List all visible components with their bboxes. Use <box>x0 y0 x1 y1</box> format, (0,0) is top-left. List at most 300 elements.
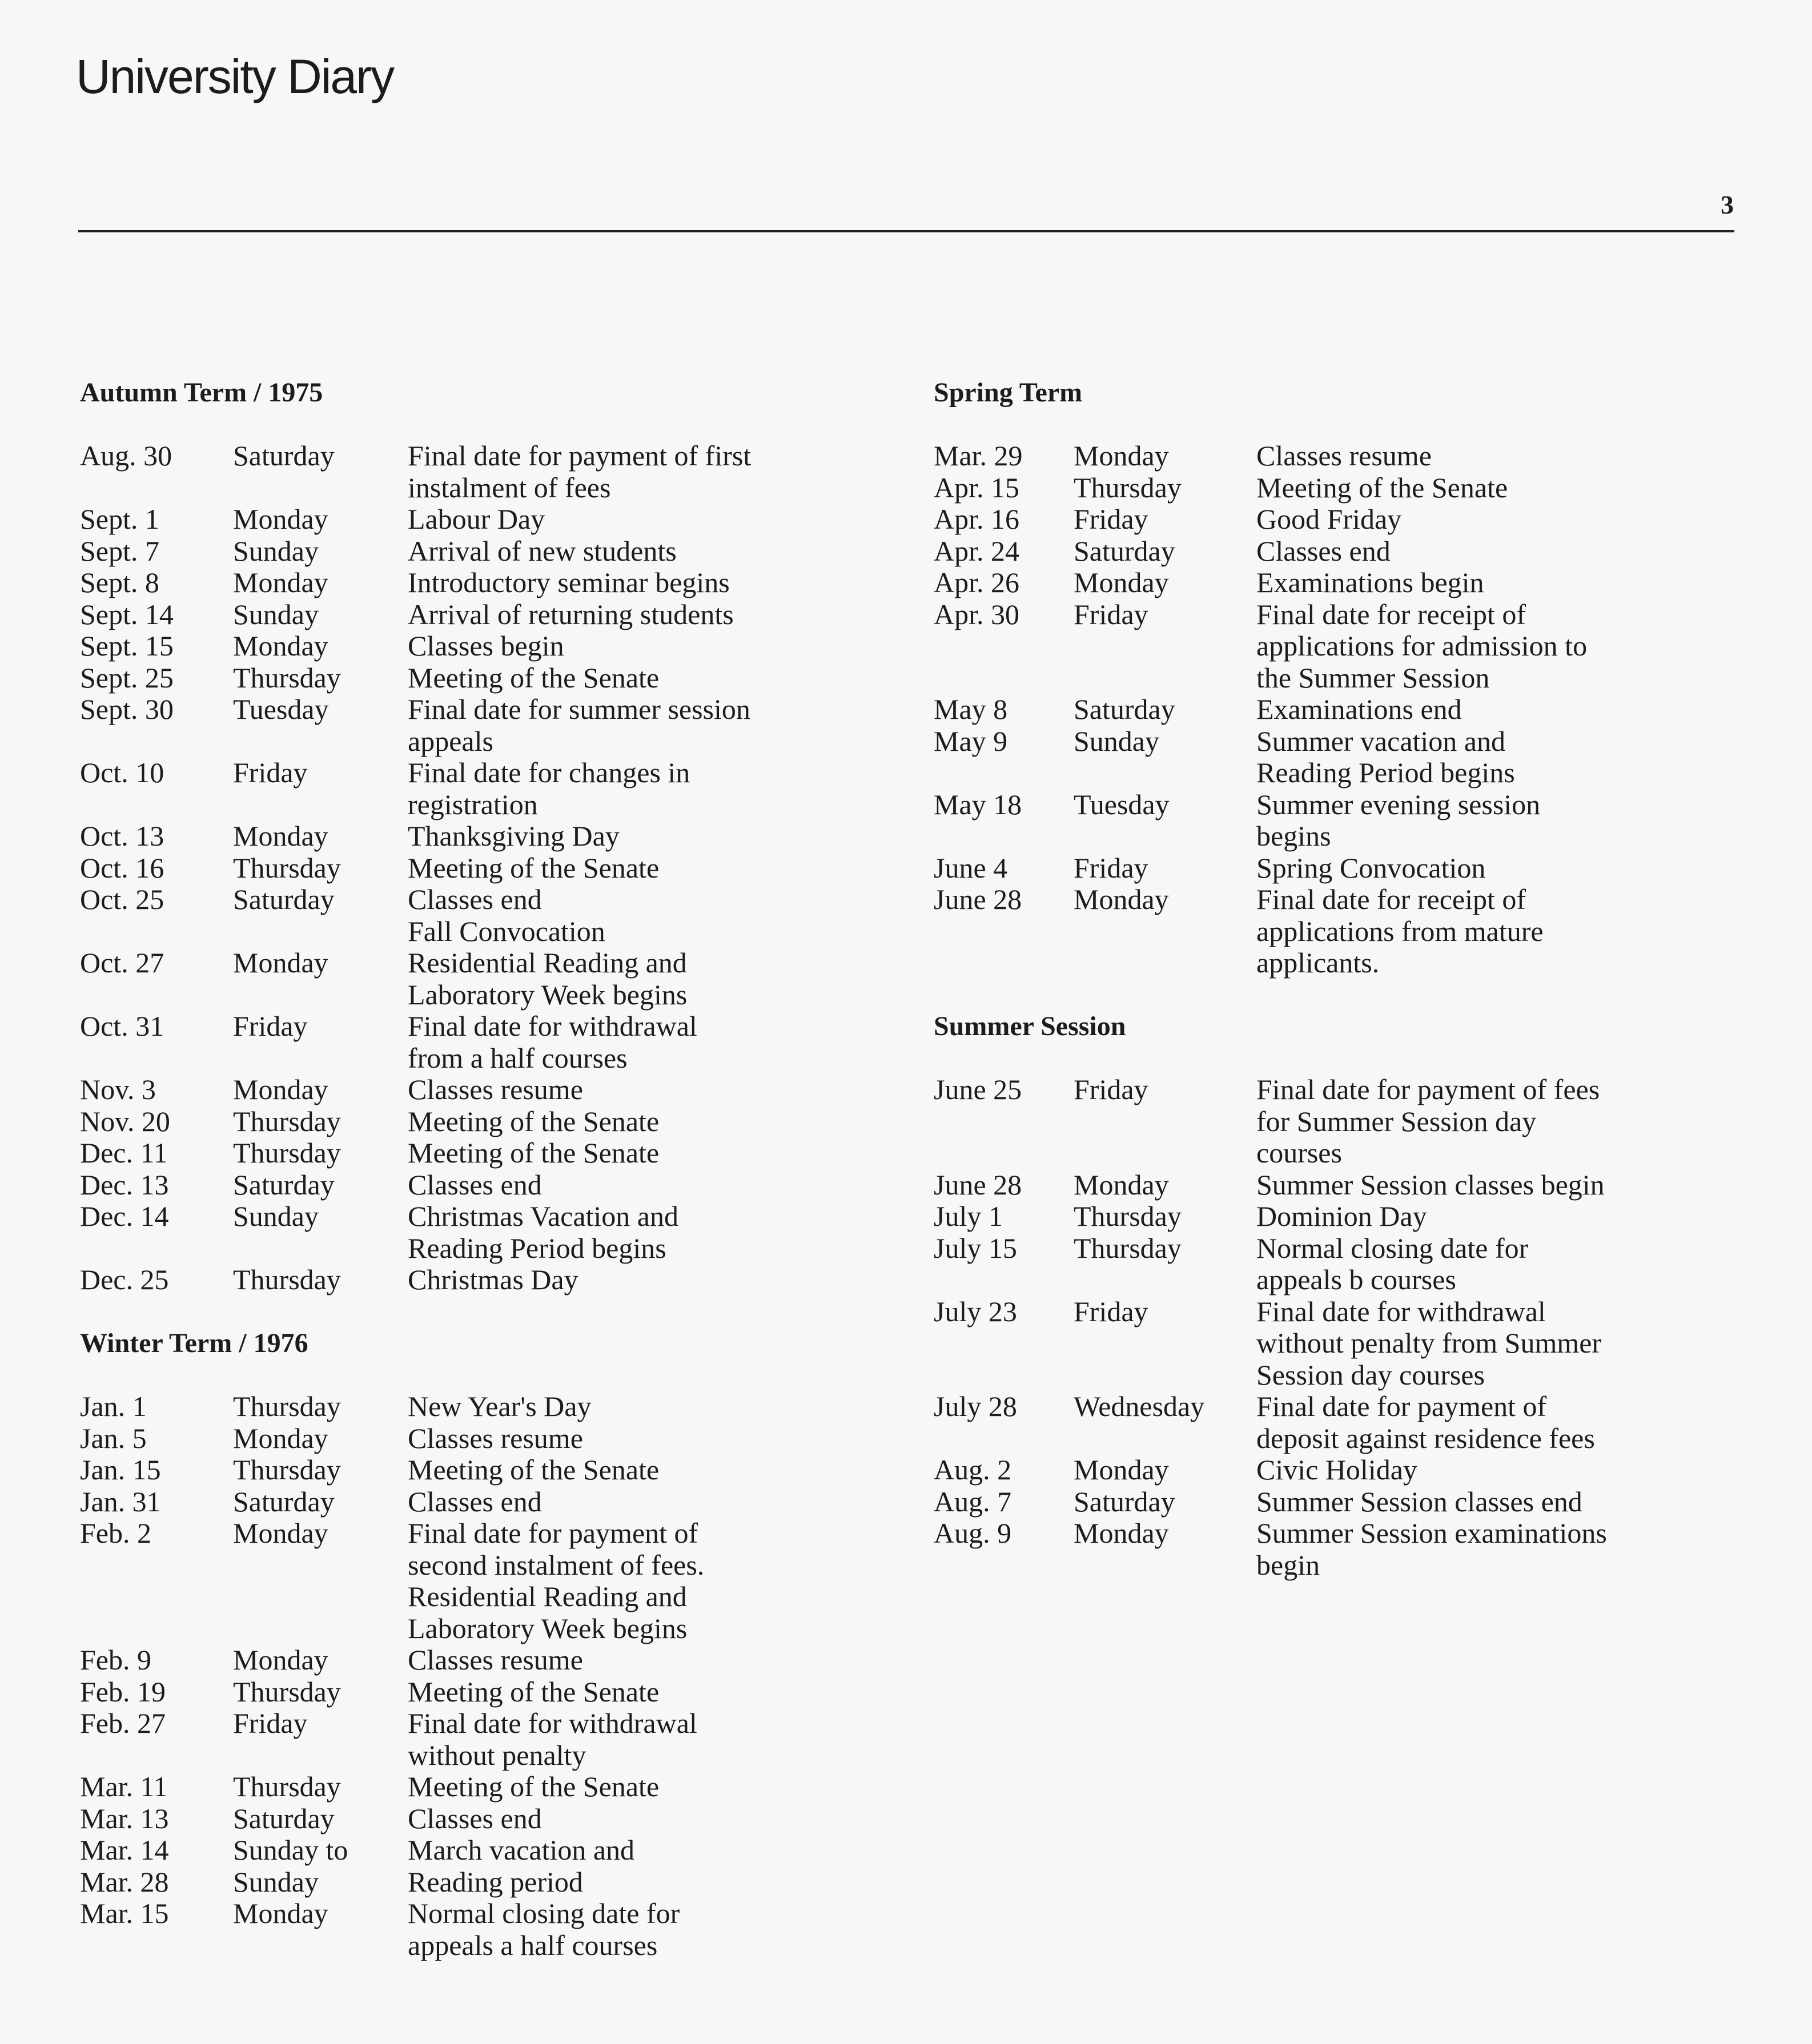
section-title-spacer <box>934 409 1733 441</box>
entry-description-line: Final date for withdrawal <box>408 1707 697 1739</box>
entry-day: Monday <box>233 820 328 852</box>
entry-description-line: Final date for withdrawal <box>408 1010 697 1042</box>
entry-description-line: Labour Day <box>408 503 545 535</box>
entry-date: July 1 <box>934 1200 1003 1232</box>
entry-day: Saturday <box>233 1168 335 1201</box>
entry-description-line: Classes resume <box>408 1422 583 1454</box>
entry-description-line: without penalty <box>408 1739 586 1771</box>
entry-description-line: Classes resume <box>408 1644 583 1676</box>
entry-description-line: Meeting of the Senate <box>1256 471 1508 504</box>
entry-description-line: applicants. <box>1256 947 1380 979</box>
entry-day: Monday <box>1074 566 1169 598</box>
entry-day: Friday <box>233 1010 308 1042</box>
diary-entry <box>80 1803 851 1835</box>
entry-day: Monday <box>233 1422 328 1454</box>
entry-description-line: Arrival of returning students <box>408 598 734 630</box>
diary-entry <box>934 1169 1733 1201</box>
entry-date: Mar. 11 <box>80 1771 168 1802</box>
section-title-spacer <box>934 1043 1733 1075</box>
entry-description <box>1256 440 1733 472</box>
entry-day: Saturday <box>1074 1485 1175 1518</box>
entry-date: Apr. 16 <box>934 503 1019 535</box>
entry-date: Dec. 13 <box>80 1168 169 1201</box>
entry-description <box>1256 1486 1733 1518</box>
entry-description-line: New Year's Day <box>408 1390 592 1422</box>
entry-description <box>408 1423 851 1455</box>
entry-description-line: Arrival of new students <box>408 534 677 567</box>
diary-entry <box>80 884 851 947</box>
entry-date: Sept. 14 <box>80 598 174 630</box>
entry-description <box>408 1803 851 1835</box>
entry-date: Oct. 25 <box>80 883 164 915</box>
entry-description-line: Thanksgiving Day <box>408 820 620 852</box>
entry-description-line: Good Friday <box>1256 503 1402 535</box>
diary-entry <box>934 1296 1733 1391</box>
diary-entry <box>80 757 851 820</box>
entry-description-line: Introductory seminar begins <box>408 566 730 598</box>
diary-entry <box>80 599 851 631</box>
entry-description <box>408 1644 851 1676</box>
diary-entry <box>934 504 1733 536</box>
entry-date: Feb. 27 <box>80 1707 166 1739</box>
entry-description-line: Meeting of the Senate <box>408 1105 660 1137</box>
entry-description-line: Residential Reading and <box>408 947 687 979</box>
entry-date: Jan. 15 <box>80 1454 161 1486</box>
diary-entry <box>934 884 1733 979</box>
diary-entry <box>934 440 1733 472</box>
header-rule <box>78 230 1734 232</box>
entry-date: Aug. 9 <box>934 1517 1012 1549</box>
entry-date: Oct. 27 <box>80 947 164 979</box>
diary-entry <box>934 1391 1733 1454</box>
entry-description-line: appeals <box>408 725 493 757</box>
entry-description-line: Summer vacation and <box>1256 725 1505 757</box>
entry-day: Thursday <box>1074 471 1182 504</box>
entry-description <box>1256 789 1733 852</box>
entry-description-line: instalment of fees <box>408 471 611 504</box>
entry-description <box>408 1106 851 1138</box>
entry-description <box>1256 1074 1733 1169</box>
entry-description <box>1256 1233 1733 1296</box>
entry-description-line: Laboratory Week begins <box>408 1612 688 1644</box>
diary-entry <box>934 599 1733 694</box>
entry-day: Saturday <box>233 440 335 472</box>
entry-description <box>408 1264 851 1296</box>
entry-description-line: Summer Session examinations <box>1256 1517 1607 1549</box>
entry-description-line: Spring Convocation <box>1256 851 1486 884</box>
diary-entry <box>934 536 1733 568</box>
entry-description-line: Classes end <box>1256 534 1391 567</box>
entry-day: Sunday <box>233 1200 319 1232</box>
entry-description <box>408 947 851 1011</box>
diary-entry <box>80 662 851 694</box>
entry-date: May 8 <box>934 693 1008 725</box>
entry-description-line: Final date for summer session <box>408 693 750 725</box>
entry-description <box>1256 1454 1733 1486</box>
entry-description <box>408 694 851 757</box>
entry-description-line: Classes end <box>408 1485 542 1518</box>
entry-date: Mar. 15 <box>80 1897 169 1929</box>
entry-description-line: Examinations begin <box>1256 566 1484 598</box>
entry-date: Sept. 25 <box>80 661 174 694</box>
entry-description <box>408 1137 851 1169</box>
entry-date: July 28 <box>934 1390 1017 1422</box>
diary-entry <box>80 536 851 568</box>
entry-day: Thursday <box>233 1454 341 1486</box>
entry-description <box>1256 884 1733 979</box>
entry-day: Thursday <box>1074 1232 1182 1264</box>
entry-date: Aug. 30 <box>80 440 172 472</box>
diary-entry <box>80 440 851 504</box>
entry-description-line: Fall Convocation <box>408 915 605 947</box>
entry-date: June 25 <box>934 1073 1022 1105</box>
entry-description-line: Meeting of the Senate <box>408 1771 660 1802</box>
entry-description <box>1256 694 1733 726</box>
entry-day: Sunday <box>1074 725 1159 757</box>
left-column <box>80 377 851 1961</box>
entry-date: Oct. 31 <box>80 1010 164 1042</box>
entry-day: Friday <box>233 1707 308 1739</box>
entry-day: Thursday <box>233 1264 341 1295</box>
entry-description <box>408 1011 851 1074</box>
entry-description-line: begins <box>1256 820 1331 852</box>
section-spacer <box>80 1296 851 1328</box>
entry-description <box>1256 1296 1733 1391</box>
entry-date: Dec. 14 <box>80 1200 169 1232</box>
diary-entry <box>80 1771 851 1803</box>
entry-day: Monday <box>1074 440 1169 472</box>
entry-description-line: Final date for payment of fees <box>1256 1073 1600 1105</box>
entry-description <box>1256 504 1733 536</box>
entry-date: Jan. 5 <box>80 1422 147 1454</box>
entry-description-line: second instalment of fees. <box>408 1548 705 1581</box>
entry-description <box>408 567 851 599</box>
entry-description-line: Classes resume <box>1256 440 1432 472</box>
entry-description <box>1256 1201 1733 1233</box>
entry-description <box>408 440 851 504</box>
entry-description-line: Final date for payment of first <box>408 440 752 472</box>
diary-entry <box>80 1676 851 1708</box>
entry-description-line: applications for admission to <box>1256 630 1588 662</box>
section-title-spacer <box>80 409 851 441</box>
diary-entry <box>80 1708 851 1771</box>
entry-day: Thursday <box>233 1137 341 1169</box>
entry-day: Monday <box>233 947 328 979</box>
entry-description <box>408 1201 851 1264</box>
entry-date: May 18 <box>934 788 1022 820</box>
entry-description <box>1256 599 1733 694</box>
entry-day: Monday <box>233 503 328 535</box>
diary-entry <box>80 567 851 599</box>
entry-day: Monday <box>1074 1517 1169 1549</box>
entry-date: Nov. 3 <box>80 1073 156 1105</box>
diary-entry <box>80 1486 851 1518</box>
entry-description <box>408 504 851 536</box>
diary-entry <box>80 947 851 1011</box>
entry-day: Monday <box>233 566 328 598</box>
entry-day: Monday <box>233 1897 328 1929</box>
entry-day: Wednesday <box>1074 1390 1205 1422</box>
entry-date: Nov. 20 <box>80 1105 170 1137</box>
entry-description <box>1256 852 1733 884</box>
diary-entry <box>80 694 851 757</box>
diary-entry <box>934 789 1733 852</box>
entry-date: Oct. 10 <box>80 757 164 788</box>
entry-description-line: Residential Reading and <box>408 1580 687 1612</box>
diary-entry <box>80 1834 851 1866</box>
entry-description-line: Meeting of the Senate <box>408 1137 660 1169</box>
entry-date: Mar. 29 <box>934 440 1023 472</box>
entry-description-line: the Summer Session <box>1256 661 1490 694</box>
entry-description-line: Laboratory Week begins <box>408 978 688 1011</box>
entry-day: Thursday <box>233 1390 341 1422</box>
entry-date: Mar. 28 <box>80 1865 169 1898</box>
entry-day: Sunday <box>233 534 319 567</box>
diary-entry <box>80 630 851 662</box>
section-spacer <box>934 979 1733 1011</box>
entry-day: Thursday <box>1074 1200 1182 1232</box>
entry-description-line: Final date for payment of <box>408 1517 698 1549</box>
diary-entry <box>934 1486 1733 1518</box>
entry-day: Friday <box>1074 851 1148 884</box>
entry-description <box>1256 567 1733 599</box>
entry-description-line: appeals a half courses <box>408 1929 658 1961</box>
entry-description <box>408 536 851 568</box>
entry-description-line: Meeting of the Senate <box>408 1675 660 1708</box>
entry-day: Thursday <box>233 1675 341 1708</box>
entry-description-line: appeals b courses <box>1256 1264 1456 1295</box>
diary-entry <box>934 1074 1733 1169</box>
diary-entry <box>80 1169 851 1201</box>
entry-description <box>408 884 851 947</box>
entry-description <box>408 1518 851 1644</box>
diary-entry <box>934 567 1733 599</box>
entry-description <box>408 1898 851 1961</box>
entry-description <box>408 757 851 820</box>
diary-entry <box>80 1391 851 1423</box>
entry-description-line: Meeting of the Senate <box>408 851 660 884</box>
entry-date: Oct. 16 <box>80 851 164 884</box>
entry-description-line: Reading period <box>408 1865 583 1898</box>
entry-day: Saturday <box>233 1485 335 1518</box>
entry-date: Apr. 30 <box>934 598 1019 630</box>
entry-description-line: Civic Holiday <box>1256 1454 1417 1486</box>
entry-date: Oct. 13 <box>80 820 164 852</box>
entry-description-line: Reading Period begins <box>1256 757 1515 788</box>
diary-entry <box>934 1518 1733 1581</box>
entry-day: Monday <box>233 1073 328 1105</box>
entry-day: Sunday <box>233 598 319 630</box>
entry-date: Feb. 19 <box>80 1675 166 1708</box>
entry-description-line: for Summer Session day <box>1256 1105 1537 1137</box>
entry-description-line: Examinations end <box>1256 693 1462 725</box>
entry-date: July 23 <box>934 1295 1017 1327</box>
entry-description-line: Normal closing date for <box>1256 1232 1529 1264</box>
entry-date: July 15 <box>934 1232 1017 1264</box>
entry-description <box>1256 472 1733 504</box>
entry-day: Friday <box>1074 1073 1148 1105</box>
entry-day: Saturday <box>1074 534 1175 567</box>
entry-description-line: Classes end <box>408 1802 542 1834</box>
entry-description-line: Christmas Vacation and <box>408 1200 678 1232</box>
entry-description-line: Meeting of the Senate <box>408 661 660 694</box>
entry-day: Sunday to <box>233 1834 348 1866</box>
diary-entry <box>80 1423 851 1455</box>
entry-description-line: Summer Session classes end <box>1256 1485 1582 1518</box>
entry-date: Sept. 8 <box>80 566 159 598</box>
diary-entry <box>80 1454 851 1486</box>
entry-day: Sunday <box>233 1865 319 1898</box>
diary-entry <box>80 1866 851 1898</box>
entry-description <box>408 1708 851 1771</box>
entry-description-line: March vacation and <box>408 1834 635 1866</box>
entry-date: Apr. 26 <box>934 566 1019 598</box>
entry-day: Saturday <box>233 883 335 915</box>
entry-date: Sept. 1 <box>80 503 159 535</box>
entry-description-line: Final date for receipt of <box>1256 598 1526 630</box>
diary-entry <box>80 1201 851 1264</box>
diary-entry <box>934 472 1733 504</box>
diary-entry <box>80 1011 851 1074</box>
entry-day: Tuesday <box>233 693 329 725</box>
diary-entry <box>80 1644 851 1676</box>
right-column <box>934 377 1733 1581</box>
entry-description-line: Classes resume <box>408 1073 583 1105</box>
entry-date: Sept. 30 <box>80 693 174 725</box>
entry-date: Dec. 25 <box>80 1264 169 1295</box>
diary-entry <box>80 1264 851 1296</box>
diary-entry <box>934 852 1733 884</box>
section-title-autumn-term-1975: Autumn Term / 1975 <box>80 377 323 408</box>
entry-description-line: Summer Session classes begin <box>1256 1168 1605 1201</box>
entry-date: Feb. 9 <box>80 1644 151 1676</box>
entry-day: Monday <box>233 630 328 662</box>
entry-description-line: deposit against residence fees <box>1256 1422 1595 1454</box>
section-title-winter-term-1976: Winter Term / 1976 <box>80 1328 308 1358</box>
entry-day: Monday <box>1074 1454 1169 1486</box>
entry-description-line: Final date for payment of <box>1256 1390 1547 1422</box>
entry-day: Thursday <box>233 661 341 694</box>
entry-date: Sept. 7 <box>80 534 159 567</box>
entry-description <box>1256 1518 1733 1581</box>
diary-entry <box>80 1137 851 1169</box>
entry-description <box>408 1771 851 1803</box>
diary-entry <box>80 504 851 536</box>
entry-description <box>408 1866 851 1898</box>
entry-description <box>408 599 851 631</box>
entry-date: June 28 <box>934 883 1022 915</box>
entry-description <box>408 1454 851 1486</box>
entry-date: June 4 <box>934 851 1008 884</box>
entry-date: Aug. 2 <box>934 1454 1012 1486</box>
entry-date: Mar. 13 <box>80 1802 169 1834</box>
entry-date: Apr. 24 <box>934 534 1019 567</box>
entry-description-line: Classes begin <box>408 630 564 662</box>
entry-description-line: Final date for changes in <box>408 757 690 788</box>
entry-description <box>1256 536 1733 568</box>
entry-description <box>408 630 851 662</box>
diary-entry <box>934 1201 1733 1233</box>
entry-description-line: Meeting of the Senate <box>408 1454 660 1486</box>
diary-entry <box>934 1454 1733 1486</box>
entry-description-line: Classes end <box>408 1168 542 1201</box>
entry-description <box>408 1074 851 1106</box>
entry-description <box>408 662 851 694</box>
entry-date: June 28 <box>934 1168 1022 1201</box>
entry-day: Monday <box>233 1517 328 1549</box>
entry-description <box>408 1391 851 1423</box>
entry-description-line: Summer evening session <box>1256 788 1541 820</box>
entry-description <box>408 1676 851 1708</box>
entry-date: Mar. 14 <box>80 1834 169 1866</box>
entry-date: May 9 <box>934 725 1008 757</box>
diary-entry <box>80 1518 851 1644</box>
diary-entry <box>80 1074 851 1106</box>
entry-description-line: from a half courses <box>408 1041 628 1074</box>
entry-day: Friday <box>233 757 308 788</box>
entry-day: Monday <box>1074 1168 1169 1201</box>
entry-description-line: Classes end <box>408 883 542 915</box>
entry-date: Jan. 31 <box>80 1485 161 1518</box>
entry-description <box>1256 1391 1733 1454</box>
entry-day: Monday <box>233 1644 328 1676</box>
entry-description <box>1256 726 1733 789</box>
diary-entry <box>80 820 851 852</box>
entry-date: Feb. 2 <box>80 1517 151 1549</box>
entry-description <box>408 820 851 852</box>
entry-description-line: registration <box>408 788 538 820</box>
entry-day: Thursday <box>233 1771 341 1802</box>
diary-entry <box>80 852 851 884</box>
entry-date: Dec. 11 <box>80 1137 168 1169</box>
entry-day: Friday <box>1074 598 1148 630</box>
section-title-summer-session: Summer Session <box>934 1011 1126 1041</box>
entry-description-line: Session day courses <box>1256 1358 1485 1391</box>
entry-description <box>1256 1169 1733 1201</box>
entry-description-line: Normal closing date for <box>408 1897 680 1929</box>
entry-description-line: Christmas Day <box>408 1264 578 1295</box>
entry-day: Friday <box>1074 1295 1148 1327</box>
entry-day: Saturday <box>1074 693 1175 725</box>
entry-day: Friday <box>1074 503 1148 535</box>
entry-date: Sept. 15 <box>80 630 174 662</box>
diary-entry <box>80 1898 851 1961</box>
section-title-spring-term: Spring Term <box>934 377 1083 408</box>
diary-entry <box>934 694 1733 726</box>
entry-day: Tuesday <box>1074 788 1170 820</box>
page-title: University Diary <box>76 50 394 103</box>
page-number: 3 <box>1721 190 1734 219</box>
entry-description <box>408 852 851 884</box>
entry-description <box>408 1169 851 1201</box>
entry-description-line: Final date for withdrawal <box>1256 1295 1546 1327</box>
entry-description-line: begin <box>1256 1548 1320 1581</box>
diary-entry <box>934 726 1733 789</box>
entry-description-line: Dominion Day <box>1256 1200 1427 1232</box>
entry-description-line: courses <box>1256 1137 1342 1169</box>
entry-date: Jan. 1 <box>80 1390 147 1422</box>
entry-day: Saturday <box>233 1802 335 1834</box>
diary-entry <box>80 1106 851 1138</box>
entry-description <box>408 1834 851 1866</box>
entry-description-line: without penalty from Summer <box>1256 1327 1602 1359</box>
entry-day: Thursday <box>233 851 341 884</box>
entry-day: Thursday <box>233 1105 341 1137</box>
entry-date: Apr. 15 <box>934 471 1019 504</box>
section-title-spacer <box>80 1359 851 1391</box>
entry-description-line: Reading Period begins <box>408 1232 666 1264</box>
diary-entry <box>934 1233 1733 1296</box>
